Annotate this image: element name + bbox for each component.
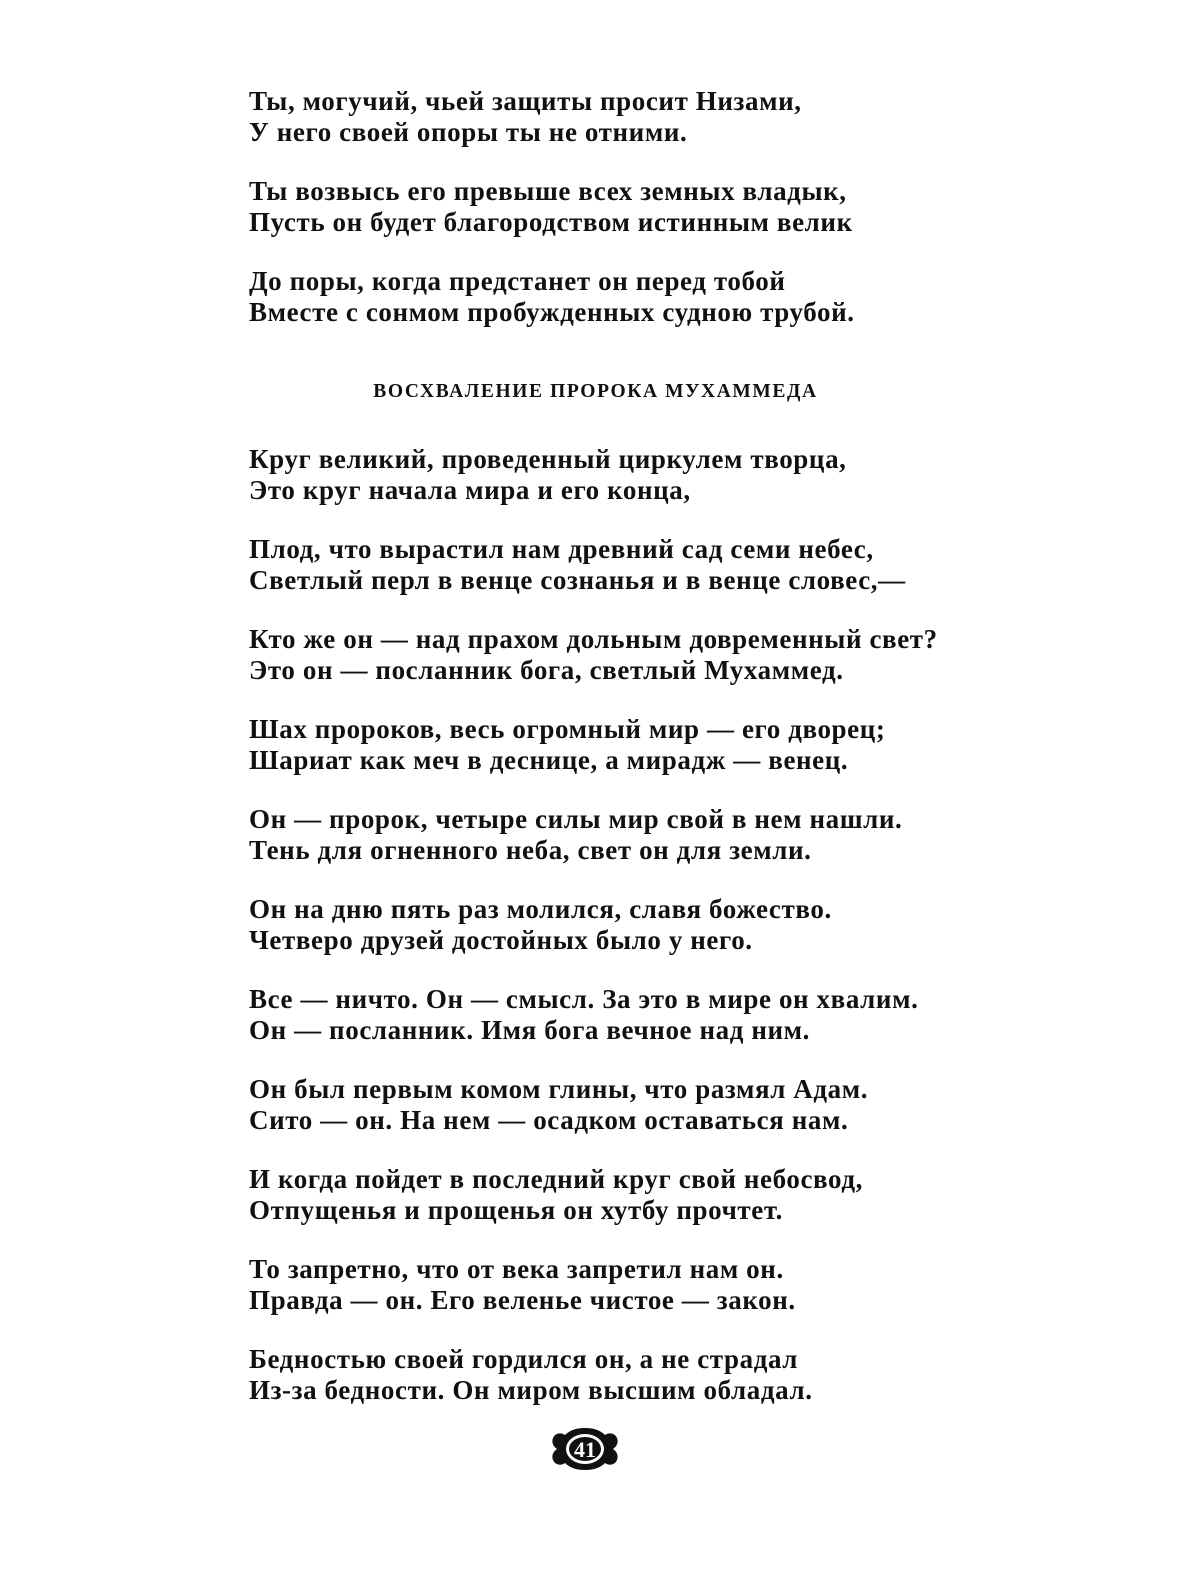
verse-line: Отпущенья и прощенья он хутбу прочтет.: [249, 1194, 784, 1225]
verse-line: Тень для огненного неба, свет он для земли.: [249, 834, 812, 865]
stanza: [249, 1254, 1069, 1315]
poem-part-2: [249, 444, 1069, 1434]
verse-line: Это круг начала мира и его конца,: [249, 474, 691, 505]
verse-line: Вместе с сонмом пробужденных судною трубой.: [249, 296, 855, 327]
verse-line: У него своей опоры ты не отними.: [249, 116, 688, 147]
stanza: [249, 894, 1069, 955]
verse-line: До поры, когда предстанет он перед тобой: [249, 266, 786, 296]
verse-line: Шариат как меч в деснице, а мирадж — венец.: [249, 744, 849, 775]
verse-line: Он — пророк, четыре силы мир свой в нем нашли.: [249, 804, 903, 834]
verse-line: Круг великий, проведенный циркулем творца,: [249, 444, 847, 474]
verse-line: Он — посланник. Имя бога вечное над ним.: [249, 1014, 811, 1045]
stanza: [249, 1344, 1069, 1405]
verse-line: То запретно, что от века запретил нам он.: [249, 1254, 784, 1284]
stanza: [249, 984, 1069, 1045]
verse-line: Ты возвысь его превыше всех земных владык,: [249, 176, 847, 206]
verse-line: Сито — он. На нем — осадком оставаться нам.: [249, 1104, 849, 1135]
stanza: [249, 1074, 1069, 1135]
verse-line: Правда — он. Его веленье чистое — закон.: [249, 1284, 796, 1315]
section-title: ВОСХВАЛЕНИЕ ПРОРОКА МУХАММЕДА: [373, 381, 818, 402]
ornament-frame-icon: [549, 1426, 621, 1472]
verse-line: Он на дню пять раз молился, славя божество.: [249, 894, 832, 924]
verse-line: Кто же он — над прахом дольным довременный свет?: [249, 624, 938, 654]
verse-line: Шах пророков, весь огромный мир — его дворец;: [249, 714, 886, 744]
stanza: [249, 444, 1069, 505]
page-number-ornament: [549, 1426, 621, 1472]
verse-line: Четверо друзей достойных было у него.: [249, 924, 753, 955]
verse-line: Пусть он будет благородством истинным велик: [249, 206, 853, 237]
stanza: [249, 534, 1069, 595]
verse-line: Плод, что вырастил нам древний сад семи небес,: [249, 534, 874, 564]
poem-part-1: [249, 86, 1069, 356]
verse-line: Светлый перл в венце сознанья и в венце словес,—: [249, 564, 906, 595]
verse-line: Это он — посланник бога, светлый Мухаммед.: [249, 654, 844, 685]
stanza: [249, 86, 1069, 147]
stanza: [249, 624, 1069, 685]
verse-line: Ты, могучий, чьей защиты просит Низами,: [249, 86, 802, 116]
stanza: [249, 176, 1069, 237]
verse-line: Все — ничто. Он — смысл. За это в мире он хвалим.: [249, 984, 919, 1014]
page-number: 41: [574, 1437, 596, 1462]
verse-line: Бедностью своей гордился он, а не страдал: [249, 1344, 799, 1374]
verse-line: Из-за бедности. Он миром высшим обладал.: [249, 1374, 813, 1405]
stanza: [249, 804, 1069, 865]
verse-line: И когда пойдет в последний круг свой небосвод,: [249, 1164, 863, 1194]
stanza: [249, 714, 1069, 775]
verse-line: Он был первым комом глины, что размял Адам.: [249, 1074, 869, 1104]
stanza: [249, 266, 1069, 327]
stanza: [249, 1164, 1069, 1225]
